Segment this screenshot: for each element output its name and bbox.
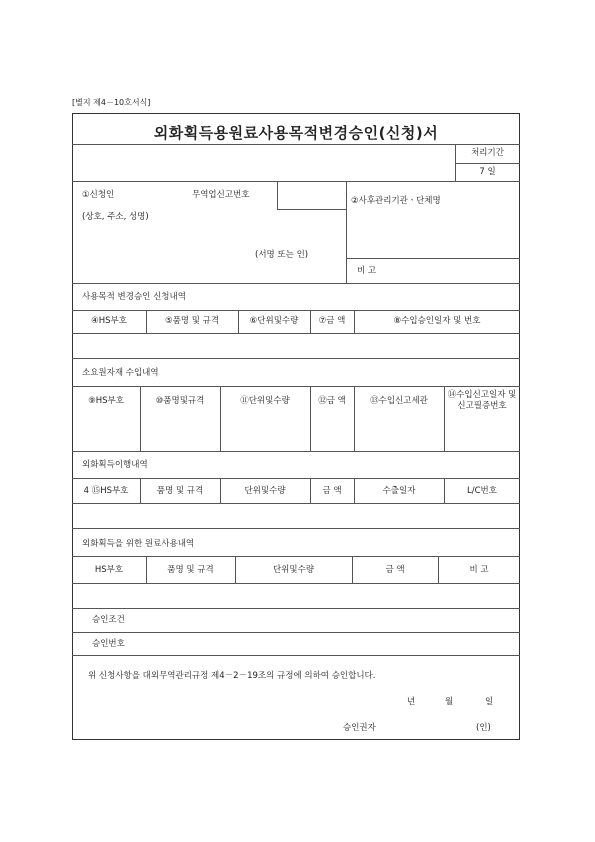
section-usage-title: 외화획득을 위한 원료사용내역 <box>82 539 195 549</box>
date-month-label: 월 <box>445 697 454 707</box>
s1-col-hs: ④HS부호 <box>91 316 127 326</box>
rule-s1-header <box>72 333 520 334</box>
s2-col-hs: ⑨HS부호 <box>88 396 124 406</box>
rule-remarks <box>346 258 520 259</box>
rule-s3-bottom <box>72 528 520 529</box>
processing-value: 7 일 <box>479 167 496 177</box>
rule-trade-reg <box>277 209 346 210</box>
section-purpose-title: 사용목적 변경승인 신청내역 <box>82 292 186 302</box>
rule-header <box>72 181 520 182</box>
s1-col-item: ⑤품명 및 규격 <box>164 316 220 326</box>
rule-s2-bottom <box>72 451 520 452</box>
rule-applicant-bottom <box>72 283 520 284</box>
rule-v-trade-reg <box>277 181 278 209</box>
form-title: 외화획득용원료사용목적변경승인(신청)서 <box>153 124 439 142</box>
form-number: [별지 제4－10호서식] <box>72 98 151 107</box>
rule-v-s2-3 <box>310 386 311 451</box>
approval-condition-label: 승인조건 <box>92 615 125 625</box>
s2-col-amount: ⑫금 액 <box>318 396 346 406</box>
s4-col-qty: 단위및수량 <box>272 565 315 575</box>
rule-s4-header <box>72 583 520 584</box>
authority-seal: (인) <box>476 723 491 733</box>
s2-col-customs: ⑬수입신고세관 <box>370 396 428 406</box>
s1-col-amount: ⑦금 액 <box>318 316 346 326</box>
s1-col-qty: ⑥단위및수량 <box>249 316 299 326</box>
s3-col-lc: L/C번호 <box>467 486 497 496</box>
s3-col-item: 품명 및 규격 <box>156 486 204 496</box>
s2-col-item: ⑩품명및규격 <box>155 396 205 406</box>
section-foreign-title: 외화획득이행내역 <box>82 460 148 470</box>
s4-col-remarks: 비 고 <box>469 565 489 575</box>
post-manager-label: ②사후관리기관ㆍ단체명 <box>351 196 441 206</box>
signature-label: (서명 또는 인) <box>255 250 309 260</box>
rule-v-s2-2 <box>220 386 221 451</box>
s2-col-qty: ⑪단위및수량 <box>240 396 290 406</box>
date-day-label: 일 <box>485 697 494 707</box>
s1-col-approval: ⑧수입승인일자 및 번호 <box>393 316 481 326</box>
s3-col-hs: 4 ⑮HS부호 <box>83 486 129 496</box>
remarks-label: 비 고 <box>357 266 377 276</box>
rule-s3-header <box>72 503 520 504</box>
authority-label: 승인권자 <box>343 723 376 733</box>
approval-number-label: 승인번호 <box>92 639 125 649</box>
trade-reg-label: 무역업신고번호 <box>192 190 250 200</box>
s4-col-item: 품명 및 규격 <box>167 565 214 575</box>
rule-s1-bottom <box>72 358 520 359</box>
rule-v-s2-5 <box>444 386 445 451</box>
s2-col-import-date: ⑭수입신고일자 및신고필증번호 <box>447 390 517 411</box>
s3-col-qty: 단위및수량 <box>244 486 286 496</box>
applicant-sublabel: (상호, 주소, 성명) <box>82 212 149 222</box>
rule-s4-title <box>72 556 520 557</box>
applicant-label: ①신청인 <box>82 190 115 200</box>
date-year-label: 년 <box>407 697 416 707</box>
approval-statement: 위 신청사항을 대외무역관리규정 제4－2－19조의 규정에 의하여 승인합니다. <box>88 671 376 681</box>
s3-col-export-date: 수출일자 <box>382 486 416 496</box>
rule-s1-title <box>72 310 520 311</box>
processing-label: 처리기간 <box>471 148 504 158</box>
rule-condition <box>72 632 520 633</box>
rule-s4-bottom <box>72 608 520 609</box>
s3-col-amount: 금 액 <box>322 486 342 496</box>
rule-number <box>72 655 520 656</box>
s4-col-amount: 금 액 <box>385 565 405 575</box>
rule-v-s2-1 <box>140 386 141 451</box>
s4-col-hs: HS부호 <box>94 565 124 575</box>
rule-v-s2-4 <box>354 386 355 451</box>
rule-processing <box>455 163 520 164</box>
section-import-title: 소요원자재 수입내역 <box>82 368 159 378</box>
rule-v-applicant <box>346 181 347 283</box>
rule-title <box>72 144 520 145</box>
